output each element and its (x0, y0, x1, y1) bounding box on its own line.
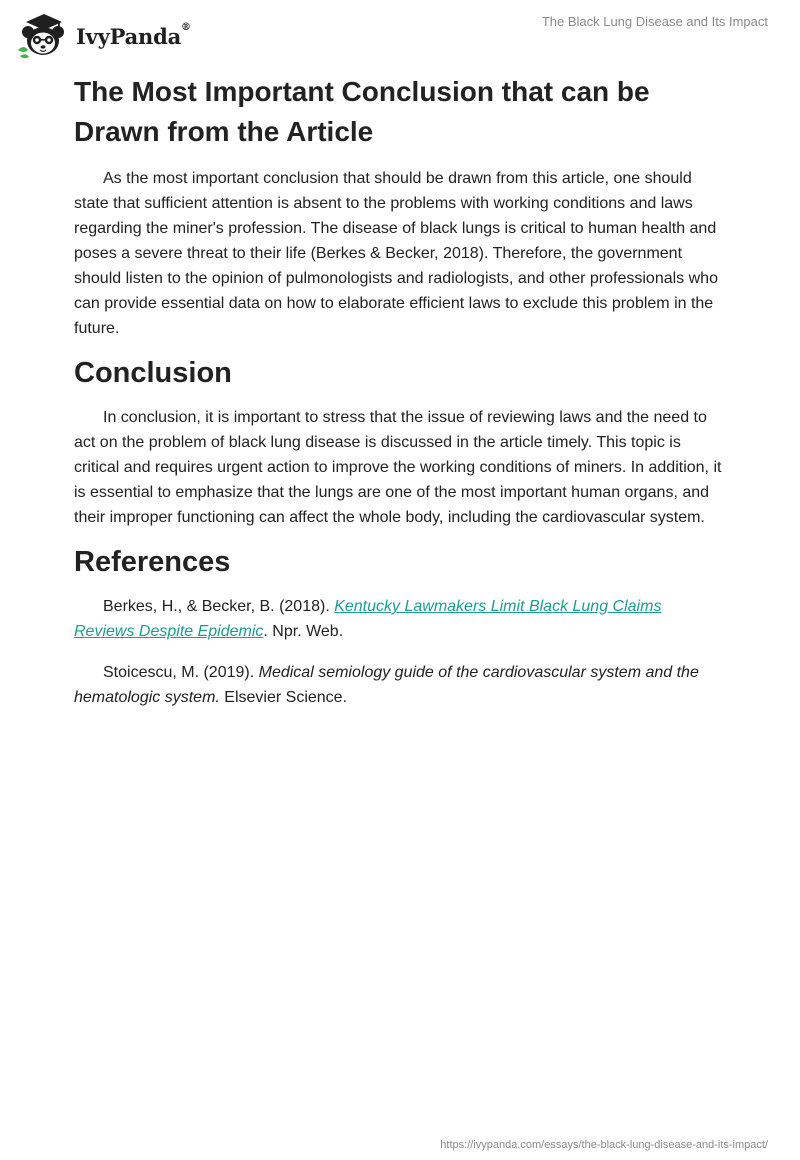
reference-source: . Npr. Web. (263, 623, 344, 640)
logo-wordmark: IvyPanda® (76, 21, 191, 49)
paragraph-important-conclusion: As the most important conclusion that should be drawn from this article, one should state that sufficient attention is absent to the problems with working conditions and laws regarding the miner's profession. The disease of black lungs is critical to human health and poses a severe threat to their life (Berkes & Becker, 2018). Therefore, the government should listen to the opinion of pulmonologists and radiologists, and other professionals who can provide essential data on how to elaborate efficient laws to exclude this problem in the future. (74, 170, 718, 337)
reference-item (74, 660, 726, 710)
document-title: The Black Lung Disease and Its Impact (541, 14, 768, 29)
reference-link[interactable]: Kentucky Lawmakers Limit Black Lung Claims Reviews Despite Epidemic (74, 598, 662, 640)
footer-url: https://ivypanda.com/essays/the-black-lung-disease-and-its-impact/ (440, 1139, 768, 1151)
reference-title: Medical semiology guide of the cardiovascular system and the hematologic system. (74, 664, 699, 706)
reference-authors: Berkes, H., & Becker, B. (2018). (103, 598, 335, 615)
ivypanda-logo[interactable] (14, 10, 191, 62)
reference-item (74, 594, 726, 644)
essay-content (74, 72, 726, 726)
reference-authors: Stoicescu, M. (2019). (103, 664, 259, 681)
paragraph-conclusion: In conclusion, it is important to stress that the issue of reviewing laws and the need to act on the problem of black lung disease is discussed in the article timely. This topic is critical and requires urgent action to improve the working conditions of miners. In addition, it is essential to emphasize that the lungs are one of the most important human organs, and their improper functioning can affect the whole body, including the cardiovascular system. (74, 409, 722, 526)
reference-source: Elsevier Science. (219, 689, 348, 706)
heading-important-conclusion: The Most Important Conclusion that can be Drawn from the Article (74, 76, 650, 147)
heading-conclusion: Conclusion (74, 357, 232, 389)
heading-references: References (74, 546, 231, 578)
panda-logo-icon (14, 10, 72, 62)
page-header (0, 0, 800, 70)
